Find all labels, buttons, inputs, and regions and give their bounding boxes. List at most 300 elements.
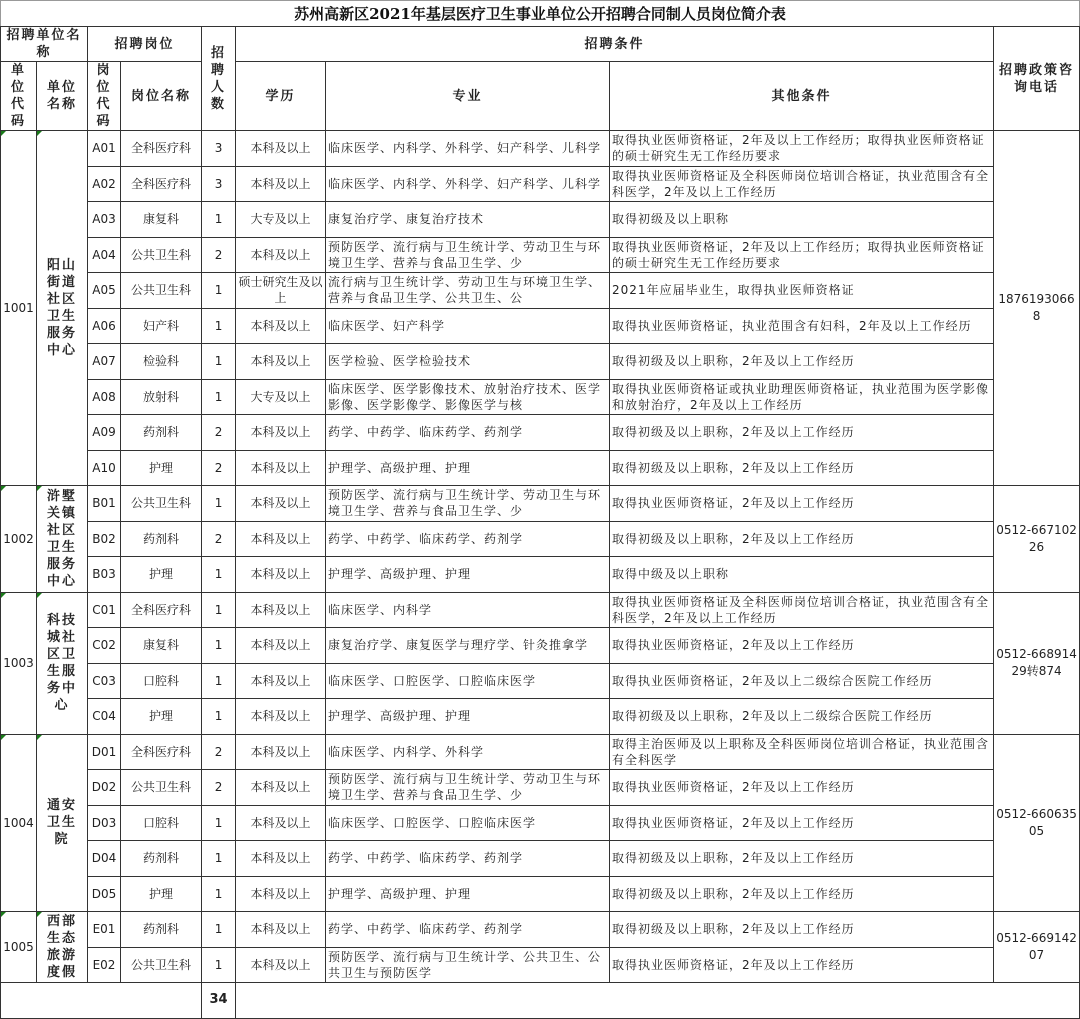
unit-name-text: 通安卫生院 [47,798,78,848]
post-name [121,237,202,273]
table-row [1,166,1080,202]
table-row [1,131,1080,167]
post-count [202,415,236,451]
other-conditions [610,734,994,770]
other-conditions-text: 取得执业医师资格证，2年及以上工作经历 [612,638,855,653]
post-code [88,805,121,841]
post-code [88,486,121,522]
header-education: 学历 [236,62,326,131]
education-text: 本科及以上 [250,957,311,972]
post-code-text: A03 [92,212,116,227]
post-name-text: 全科医疗科 [131,602,192,617]
post-count [202,663,236,699]
major-text: 临床医学、妇产科学 [328,318,446,333]
table-row [1,663,1080,699]
post-code [88,344,121,380]
major [326,592,610,628]
education [236,912,326,948]
major [326,663,610,699]
unit-code-text: 1001 [3,301,34,315]
post-name-text: 护理 [149,709,174,724]
major [326,557,610,593]
education-text: 本科及以上 [250,247,311,262]
post-count-text: 2 [214,780,223,795]
post-code-text: C04 [92,709,116,724]
post-count [202,592,236,628]
post-code-text: D03 [91,815,117,830]
post-count [202,876,236,912]
education-text: 本科及以上 [250,425,311,440]
other-conditions-text: 取得执业医师资格证，2年及以上工作经历 [612,780,855,795]
post-count-text: 1 [214,602,223,617]
education [236,557,326,593]
post-name-text: 放射科 [143,389,180,404]
table-row [1,486,1080,522]
post-code-text: C02 [92,638,116,653]
other-conditions-text: 取得初级及以上职称，2年及以上工作经历 [612,886,855,901]
unit-code-text: 1004 [3,815,34,830]
major-text: 康复治疗学、康复治疗技术 [328,212,485,227]
header-count: 招聘人数 [202,27,236,131]
unit-code-text: 1003 [3,656,34,670]
other-conditions [610,202,994,238]
header-unit-code: 单位代码 [1,62,37,131]
post-count-text: 1 [214,567,223,582]
other-conditions-text: 取得初级及以上职称，2年及以上工作经历 [612,531,855,546]
major-text: 医学检验、医学检验技术 [328,354,472,369]
major-text: 护理学、高级护理、护理 [328,709,472,724]
major-text: 药学、中药学、临床药学、药剂学 [328,851,524,866]
post-code [88,592,121,628]
major [326,166,610,202]
table-row [1,308,1080,344]
unit-code-text: 1002 [3,531,34,546]
major [326,344,610,380]
education [236,663,326,699]
table-row [1,805,1080,841]
post-name-text: 护理 [149,567,174,582]
post-code [88,663,121,699]
unit-name [37,912,88,983]
education [236,734,326,770]
post-code-text: A08 [92,389,116,404]
post-code-text: A10 [92,460,116,475]
unit-code [1,486,37,593]
post-name [121,663,202,699]
table-row [1,557,1080,593]
total-row [1,983,1080,1019]
post-name [121,344,202,380]
unit-code [1,131,37,486]
major-text: 康复治疗学、康复医学与理疗学、针灸推拿学 [328,638,589,653]
major-text: 临床医学、内科学、外科学、妇产科学、儿科学 [328,141,602,156]
post-name-text: 检验科 [143,354,180,369]
post-name [121,450,202,486]
post-name-text: 公共卫生科 [131,957,192,972]
other-conditions-text: 取得初级及以上职称，2年及以上工作经历 [612,460,855,475]
post-name-text: 护理 [149,886,174,901]
education [236,237,326,273]
unit-code [1,734,37,912]
table-row [1,344,1080,380]
post-code [88,947,121,983]
table-row [1,699,1080,735]
post-count [202,734,236,770]
post-count-text: 1 [214,638,223,653]
post-count-text: 1 [214,957,223,972]
education [236,344,326,380]
major-text: 临床医学、内科学 [328,602,433,617]
major-text: 预防医学、流行病与卫生统计学、公共卫生、公共卫生与预防医学 [328,949,602,980]
post-name [121,202,202,238]
post-count [202,628,236,664]
post-count [202,805,236,841]
post-name-text: 口腔科 [143,815,180,830]
unit-code-text: 1005 [3,940,34,954]
post-code-text: B01 [92,496,116,511]
unit-code [1,912,37,983]
post-name-text: 公共卫生科 [131,283,192,298]
education [236,202,326,238]
other-conditions-text: 取得执业医师资格证，2年及以上工作经历 [612,496,855,511]
post-name-text: 康复科 [143,212,180,227]
education [236,805,326,841]
post-count [202,273,236,309]
major [326,202,610,238]
other-conditions [610,841,994,877]
post-name [121,841,202,877]
other-conditions [610,699,994,735]
post-code [88,166,121,202]
post-count [202,131,236,167]
post-name [121,273,202,309]
other-conditions [610,131,994,167]
post-code-text: D01 [91,744,117,759]
other-conditions-text: 取得初级及以上职称，2年及以上工作经历 [612,851,855,866]
major [326,947,610,983]
major-text: 临床医学、内科学、外科学 [328,744,485,759]
other-conditions-text: 取得初级及以上职称，2年及以上工作经历 [612,922,855,937]
major [326,805,610,841]
table-row [1,592,1080,628]
post-count [202,379,236,415]
header-major: 专业 [326,62,610,131]
education-text: 本科及以上 [250,886,311,901]
post-count [202,202,236,238]
table-row [1,415,1080,451]
post-code-text: A02 [92,176,116,191]
post-name-text: 药剂科 [143,531,180,546]
post-code-text: B03 [92,567,116,582]
post-count [202,557,236,593]
other-conditions-text: 取得初级及以上职称 [612,212,730,227]
post-name-text: 口腔科 [143,673,180,688]
education [236,521,326,557]
header-unit-group: 招聘单位名称 [1,27,88,62]
post-code-text: A06 [92,318,116,333]
major [326,521,610,557]
post-name-text: 全科医疗科 [131,744,192,759]
post-count-text: 1 [214,354,223,369]
education [236,486,326,522]
other-conditions-text: 2021年应届毕业生，取得执业医师资格证 [612,283,855,298]
unit-name-text: 科技城社区卫生服务中心 [47,613,78,713]
table-row [1,912,1080,948]
post-count-text: 1 [214,389,223,404]
education [236,841,326,877]
unit-name-text: 阳山街道社区卫生服务中心 [47,258,78,358]
post-code [88,202,121,238]
post-name [121,912,202,948]
other-conditions-text: 取得执业医师资格证，2年及以上工作经历 [612,815,855,830]
table-row [1,379,1080,415]
major-text: 药学、中药学、临床药学、药剂学 [328,425,524,440]
post-count [202,344,236,380]
post-code [88,273,121,309]
education [236,699,326,735]
major [326,131,610,167]
education-text: 本科及以上 [250,318,311,333]
post-code-text: A01 [92,141,116,156]
post-count-text: 2 [214,531,223,546]
unit-name [37,592,88,734]
education-text: 本科及以上 [250,709,311,724]
post-name-text: 康复科 [143,638,180,653]
post-code [88,557,121,593]
post-count-text: 3 [214,176,223,191]
major-text: 护理学、高级护理、护理 [328,886,472,901]
unit-name [37,734,88,912]
consult-phone [994,486,1080,593]
other-conditions [610,592,994,628]
education-text: 本科及以上 [250,780,311,795]
education-text: 本科及以上 [250,815,311,830]
education [236,628,326,664]
education-text: 本科及以上 [250,141,311,156]
post-count-text: 2 [214,744,223,759]
table-row [1,202,1080,238]
table-row [1,628,1080,664]
post-name [121,415,202,451]
consult-phone-text: 0512-66914207 [996,931,1077,962]
post-count-text: 1 [214,922,223,937]
post-count-text: 1 [214,212,223,227]
post-code-text: A07 [92,354,116,369]
header-other: 其他条件 [610,62,994,131]
major [326,308,610,344]
table-row [1,876,1080,912]
post-count [202,841,236,877]
other-conditions [610,166,994,202]
major [326,734,610,770]
post-code [88,912,121,948]
major-text: 临床医学、口腔医学、口腔临床医学 [328,815,537,830]
education-text: 本科及以上 [250,496,311,511]
post-count [202,237,236,273]
header-post-name: 岗位名称 [121,62,202,131]
major-text: 流行病与卫生统计学、劳动卫生与环境卫生学、营养与食品卫生学、公共卫生、公 [328,275,602,306]
post-name-text: 公共卫生科 [131,780,192,795]
consult-phone-text: 0512-66891429转874 [996,647,1077,678]
education [236,273,326,309]
unit-name-text: 西部生态旅游度假 [47,914,78,980]
other-conditions-text: 取得初级及以上职称，2年及以上工作经历 [612,354,855,369]
other-conditions-text: 取得执业医师资格证，执业范围含有妇科，2年及以上工作经历 [612,318,972,333]
other-conditions [610,344,994,380]
consult-phone-text: 18761930668 [998,292,1075,323]
header-phone: 招聘政策咨询电话 [994,27,1080,131]
post-code-text: D02 [91,780,117,795]
table-row [1,734,1080,770]
education-text: 硕士研究生及以上 [238,275,323,306]
post-count [202,308,236,344]
major-text: 药学、中药学、临床药学、药剂学 [328,531,524,546]
post-code [88,734,121,770]
table-row [1,237,1080,273]
post-code-text: B02 [92,531,116,546]
post-count-text: 3 [214,141,223,156]
post-name-text: 妇产科 [143,318,180,333]
post-count-text: 1 [214,886,223,901]
post-count-text: 1 [214,709,223,724]
major-text: 临床医学、内科学、外科学、妇产科学、儿科学 [328,176,602,191]
other-conditions-text: 取得执业医师资格证及全科医师岗位培训合格证，执业范围含有全科医学，2年及以上工作经历 [612,594,990,625]
post-count-text: 1 [214,851,223,866]
post-code [88,237,121,273]
other-conditions [610,912,994,948]
education-text: 本科及以上 [250,567,311,582]
post-code-text: A04 [92,247,116,262]
major-text: 预防医学、流行病与卫生统计学、劳动卫生与环境卫生学、营养与食品卫生学、少 [328,488,602,519]
other-conditions [610,805,994,841]
post-count-text: 1 [214,318,223,333]
post-count-text: 1 [214,673,223,688]
other-conditions [610,237,994,273]
table-row [1,841,1080,877]
post-code [88,628,121,664]
post-name-text: 药剂科 [143,922,180,937]
education-text: 大专及以上 [250,389,311,404]
education-text: 本科及以上 [250,602,311,617]
major [326,415,610,451]
post-name [121,557,202,593]
table-row [1,450,1080,486]
education [236,592,326,628]
post-code-text: D04 [91,851,117,866]
other-conditions [610,876,994,912]
post-code-text: E02 [92,957,116,972]
education [236,166,326,202]
other-conditions-text: 取得执业医师资格证，2年及以上工作经历；取得执业医师资格证的硕士研究生无工作经历要求 [612,133,985,164]
post-name [121,166,202,202]
education-text: 本科及以上 [250,851,311,866]
table-row [1,947,1080,983]
education [236,131,326,167]
post-name [121,486,202,522]
other-conditions-text: 取得执业医师资格证或执业助理医师资格证，执业范围为医学影像和放射治疗，2年及以上工作经历 [612,381,990,412]
other-conditions [610,521,994,557]
consult-phone [994,592,1080,734]
post-count [202,450,236,486]
total-label-empty [1,983,202,1019]
post-count [202,521,236,557]
post-name-text: 药剂科 [143,851,180,866]
major [326,450,610,486]
major-text: 药学、中药学、临床药学、药剂学 [328,922,524,937]
education-text: 本科及以上 [250,744,311,759]
post-name-text: 全科医疗科 [131,176,192,191]
major-text: 临床医学、医学影像技术、放射治疗技术、医学影像、医学影像学、影像医学与核 [328,381,602,412]
major-text: 预防医学、流行病与卫生统计学、劳动卫生与环境卫生学、营养与食品卫生学、少 [328,239,602,270]
other-conditions-text: 取得执业医师资格证，2年及以上二级综合医院工作经历 [612,673,933,688]
post-name [121,876,202,912]
post-code [88,876,121,912]
other-conditions [610,379,994,415]
major-text: 护理学、高级护理、护理 [328,567,472,582]
education-text: 本科及以上 [250,638,311,653]
other-conditions-text: 取得主治医师及以上职称及全科医师岗位培训合格证，执业范围含有全科医学 [612,736,990,767]
post-name [121,770,202,806]
post-name-text: 公共卫生科 [131,496,192,511]
post-name [121,131,202,167]
post-code [88,699,121,735]
major [326,486,610,522]
education-text: 本科及以上 [250,531,311,546]
education [236,450,326,486]
header-unit-name: 单位名称 [37,62,88,131]
other-conditions [610,770,994,806]
unit-name [37,486,88,593]
post-name [121,592,202,628]
post-count [202,947,236,983]
education [236,308,326,344]
education [236,876,326,912]
major-text: 临床医学、口腔医学、口腔临床医学 [328,673,537,688]
education-text: 本科及以上 [250,176,311,191]
post-code-text: D05 [91,886,117,901]
other-conditions [610,557,994,593]
post-name [121,308,202,344]
other-conditions-text: 取得执业医师资格证，2年及以上工作经历 [612,957,855,972]
post-code [88,131,121,167]
post-count [202,166,236,202]
post-name [121,734,202,770]
major-text: 护理学、高级护理、护理 [328,460,472,475]
education-text: 本科及以上 [250,354,311,369]
post-name [121,628,202,664]
post-count [202,912,236,948]
education [236,415,326,451]
education [236,379,326,415]
education-text: 本科及以上 [250,922,311,937]
education [236,770,326,806]
table-title: 苏州高新区2021年基层医疗卫生事业单位公开招聘合同制人员岗位简介表 [0,0,1080,26]
header-post-code: 岗位代码 [88,62,121,131]
major [326,876,610,912]
unit-name [37,131,88,486]
positions-table [0,26,1080,1019]
post-count-text: 2 [214,247,223,262]
post-code [88,770,121,806]
education-text: 大专及以上 [250,212,311,227]
table-row [1,273,1080,309]
post-name [121,379,202,415]
other-conditions-text: 取得执业医师资格证，2年及以上工作经历；取得执业医师资格证的硕士研究生无工作经历要求 [612,239,985,270]
major [326,379,610,415]
other-conditions [610,415,994,451]
post-name [121,947,202,983]
other-conditions [610,308,994,344]
